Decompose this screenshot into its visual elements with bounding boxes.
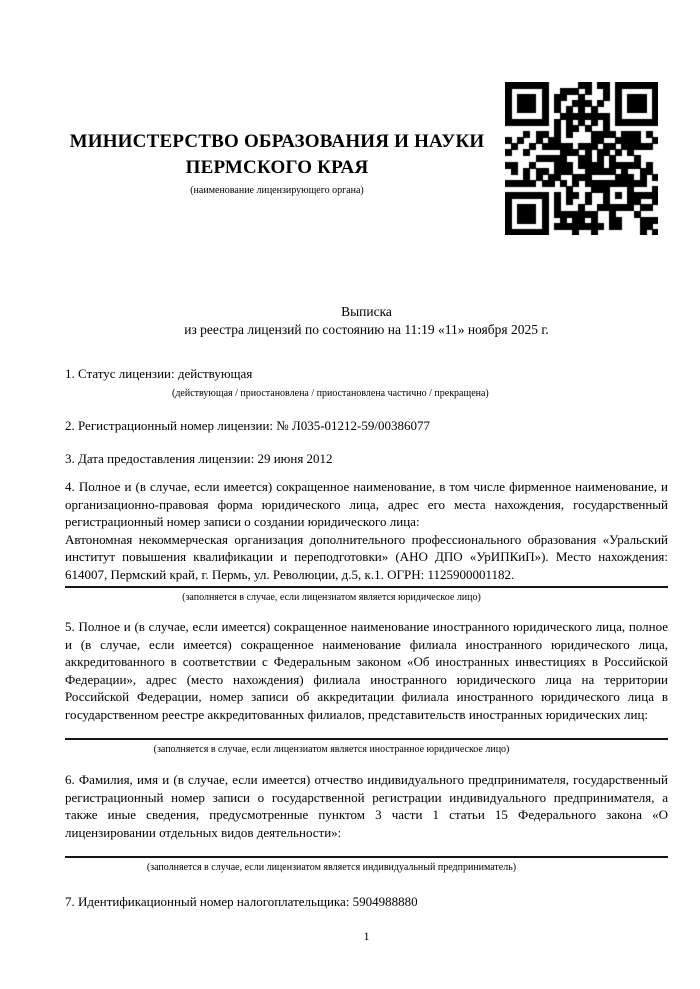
item-grant-date: 3. Дата предоставления лицензии: 29 июня 2012 <box>65 451 333 466</box>
ministry-name-line2: ПЕРМСКОГО КРАЯ <box>185 157 369 178</box>
ministry-name-line1: МИНИСТЕРСТВО ОБРАЗОВАНИЯ И НАУКИ <box>69 131 485 152</box>
fill-line-foreign-entity <box>65 738 668 740</box>
fill-line-legal-entity <box>65 586 668 588</box>
qr-code-icon <box>505 82 658 235</box>
item-license-status: 1. Статус лицензии: действующая <box>65 366 253 381</box>
document-title: Выписка <box>341 304 392 319</box>
document-subtitle: из реестра лицензий по состоянию на 11:19 «11» ноября 2025 г. <box>184 321 549 337</box>
legal-entity-statement: 4. Полное и (в случае, если имеется) сокращенное наименование, в том числе фирменное наименование, и организационно-правовая форма юридического лица, адрес его места нахождения, государственный регистрационный номер записи о создании юридического лица: <box>65 479 668 529</box>
individual-entrepreneur-hint: (заполняется в случае, если лицензиатом является индивидуальный предприниматель) <box>146 862 517 873</box>
legal-entity-hint: (заполняется в случае, если лицензиатом является юридическое лицо) <box>182 592 481 603</box>
status-options-hint: (действующая / приостановлена / приостановлена частично / прекращена) <box>172 388 489 399</box>
item-registration-number: 2. Регистрационный номер лицензии: № Л035-01212-59/00386077 <box>65 418 431 433</box>
licensing-authority-header <box>65 129 489 197</box>
licensing-authority-caption: (наименование лицензирующего органа) <box>190 185 364 196</box>
legal-entity-value: Автономная некоммерческая организация дополнительного профессионального образования «Уральский институт повышения квалификации и переподготовки» (АНО ДПО «УрИПКиП»). Место нахождения: 614007, Пермский край, г. Пермь, ул. Революции, д.5, к.1. ОГРН: 1125900001182. <box>65 531 668 582</box>
item-legal-entity <box>65 478 668 583</box>
page-number: 1 <box>363 929 370 943</box>
foreign-entity-hint: (заполняется в случае, если лицензиатом является иностранное юридическое лицо) <box>153 744 510 755</box>
item-individual-entrepreneur: 6. Фамилия, имя и (в случае, если имеется) отчество индивидуального предпринимателя, государственный регистрационный номер записи о государственной регистрации индивидуального предпринимателя, а также иные сведения, предусмотренные пунктом 3 части 1 статьи 15 Федерального закона «О лицензировании отдельных видов деятельности»: <box>65 772 668 840</box>
item-taxpayer-number: 7. Идентификационный номер налогоплательщика: 5904988880 <box>65 894 418 909</box>
document-title-block <box>65 303 668 338</box>
item-foreign-entity: 5. Полное и (в случае, если имеется) сокращенное наименование иностранного юридического лица, полное и (в случае, если имеется) сокращенное наименование филиала иностранного юридического лица, аккредитованного в соответствии с Федеральным законом «Об иностранных инвестициях в Российской Федерации», адрес (место нахождения) филиала иностранного юридического лица на территории Российской Федерации, номер записи об аккредитации филиала иностранного юридического лица в государственном реестре аккредитованных филиалов, представительств иностранных юридических лиц: <box>65 619 668 722</box>
fill-line-individual-entrepreneur <box>65 856 668 858</box>
